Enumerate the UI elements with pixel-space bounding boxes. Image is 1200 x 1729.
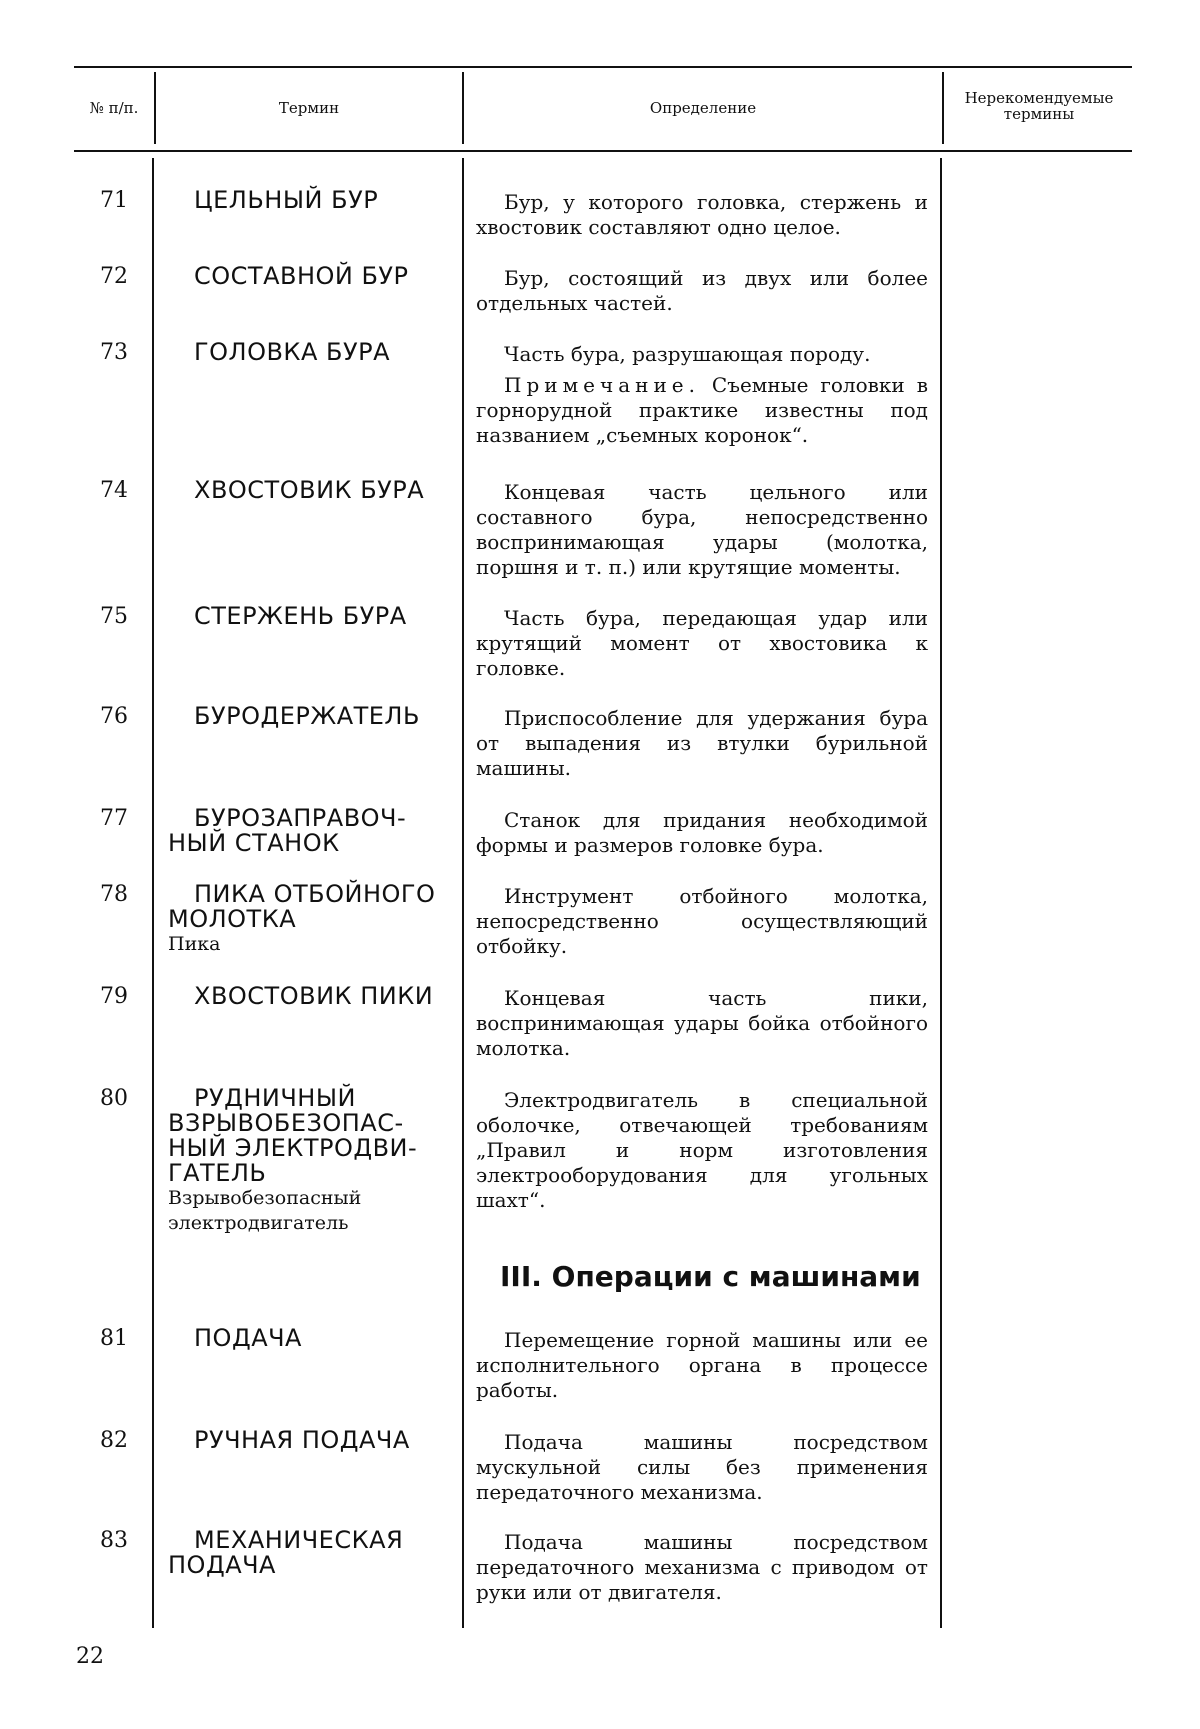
term-synonym-line2: электродвигатель bbox=[168, 1212, 349, 1234]
term-text-line1: МЕХАНИЧЕСКАЯ bbox=[194, 1526, 404, 1554]
definition-text: Приспособление для удержания бура от выпадения из втулки бурильной машины. bbox=[476, 706, 928, 780]
row-number: 71 bbox=[100, 188, 128, 213]
definition-text: Станок для придания необходимой формы и размеров головке бура. bbox=[476, 808, 928, 857]
row-number: 73 bbox=[100, 340, 128, 365]
definition-text: Концевая часть цельного или составного бура, непосредственно воспринимающая удары (молотка, поршня и т. п.) или крутящие моменты. bbox=[476, 480, 928, 579]
term bbox=[168, 882, 458, 957]
definition-text: Инструмент отбойного молотка, непосредственно осуществляющий отбойку. bbox=[476, 884, 928, 958]
page-number: 22 bbox=[76, 1644, 104, 1669]
definition bbox=[476, 986, 928, 1061]
definition-text: Электродвигатель в специальной оболочке, отвечающей требованиям „Правил и норм изготовления электрооборудования для угольных шахт“. bbox=[476, 1088, 928, 1212]
term bbox=[168, 1528, 458, 1578]
term-text: ЦЕЛЬНЫЙ БУР bbox=[194, 186, 379, 214]
row-number: 77 bbox=[100, 806, 128, 831]
header-definition: Определение bbox=[649, 99, 757, 117]
term-text: ГОЛОВКА БУРА bbox=[194, 338, 390, 366]
term-text-line3: НЫЙ ЭЛЕКТРОДВИ- bbox=[168, 1134, 418, 1162]
definition-text: Бур, состоящий из двух или более отдельных частей. bbox=[476, 266, 928, 315]
definition bbox=[476, 884, 928, 959]
definition bbox=[476, 1530, 928, 1605]
term-synonym: Пика bbox=[168, 933, 221, 955]
term bbox=[168, 340, 458, 365]
header-not-recommended-line2: термины bbox=[1003, 105, 1075, 123]
row-number: 78 bbox=[100, 882, 128, 907]
term-text-line1: РУДНИЧНЫЙ bbox=[194, 1084, 356, 1112]
header-not-recommended-line1: Нерекомендуемые bbox=[964, 89, 1114, 107]
definition bbox=[476, 706, 928, 781]
definition-text: Концевая часть пики, воспринимающая удары бойка отбойного молотка. bbox=[476, 986, 928, 1060]
definition-note bbox=[476, 373, 928, 448]
body-divider-3 bbox=[940, 158, 942, 1628]
top-rule bbox=[74, 66, 1132, 68]
term-text-line2: ВЗРЫВОБЕЗОПАС- bbox=[168, 1109, 404, 1137]
definition-text: Часть бура, разрушающая породу. bbox=[504, 342, 871, 366]
row-number: 74 bbox=[100, 478, 128, 503]
header-not-recommended bbox=[944, 90, 1134, 122]
term bbox=[168, 264, 458, 289]
term bbox=[168, 704, 458, 729]
term-text-line1: БУРОЗАПРАВОЧ- bbox=[194, 804, 407, 832]
header-term: Термин bbox=[278, 99, 340, 117]
term-text-line4: ГАТЕЛЬ bbox=[168, 1159, 267, 1187]
term-text-line2: ПОДАЧА bbox=[168, 1551, 276, 1579]
definition-text: Перемещение горной машины или ее исполнительного органа в процессе работы. bbox=[476, 1328, 928, 1402]
row-number: 75 bbox=[100, 604, 128, 629]
row-number: 76 bbox=[100, 704, 128, 729]
term-text-line1: ПИКА ОТБОЙНОГО bbox=[194, 880, 436, 908]
row-number: 81 bbox=[100, 1326, 128, 1351]
term-text: ХВОСТОВИК БУРА bbox=[194, 476, 425, 504]
term bbox=[168, 604, 458, 629]
term bbox=[168, 1086, 458, 1236]
term bbox=[168, 806, 458, 856]
term-text-line2: МОЛОТКА bbox=[168, 905, 297, 933]
definition bbox=[476, 1088, 928, 1213]
definition bbox=[476, 1430, 928, 1505]
row-number: 80 bbox=[100, 1086, 128, 1111]
term-text: СТЕРЖЕНЬ БУРА bbox=[194, 602, 407, 630]
header-number: № п/п. bbox=[89, 99, 139, 117]
term-text: ПОДАЧА bbox=[194, 1324, 302, 1352]
section-title: III. Операции с машинами bbox=[500, 1260, 921, 1293]
definition-text: Подача машины посредством передаточного механизма с приводом от руки или от двигателя. bbox=[476, 1530, 928, 1604]
note-text: Съемные головки в горнорудной практике известны под названием „съемных коронок“. bbox=[476, 373, 928, 447]
term-text: БУРОДЕРЖАТЕЛЬ bbox=[194, 702, 420, 730]
header-bottom-rule bbox=[74, 150, 1132, 152]
definition bbox=[476, 266, 928, 316]
term-synonym-line1: Взрывобезопасный bbox=[168, 1187, 362, 1209]
body-divider-2 bbox=[462, 158, 464, 1628]
note-heading: Примечание. bbox=[504, 373, 700, 397]
definition bbox=[476, 480, 928, 580]
definition bbox=[476, 1328, 928, 1403]
definition bbox=[476, 342, 928, 448]
definition-text: Часть бура, передающая удар или крутящий момент от хвостовика к головке. bbox=[476, 606, 928, 680]
definition bbox=[476, 606, 928, 681]
term bbox=[168, 1326, 458, 1351]
definition bbox=[476, 190, 928, 240]
term bbox=[168, 984, 458, 1009]
term-text-line2: НЫЙ СТАНОК bbox=[168, 829, 340, 857]
term-text: ХВОСТОВИК ПИКИ bbox=[194, 982, 434, 1010]
definition-text: Подача машины посредством мускульной силы без применения передаточного механизма. bbox=[476, 1430, 928, 1504]
row-number: 82 bbox=[100, 1428, 128, 1453]
term bbox=[168, 188, 458, 213]
definition bbox=[476, 808, 928, 858]
row-number: 72 bbox=[100, 264, 128, 289]
row-number: 83 bbox=[100, 1528, 128, 1553]
term bbox=[168, 478, 458, 503]
row-number: 79 bbox=[100, 984, 128, 1009]
term bbox=[168, 1428, 458, 1453]
term-text: РУЧНАЯ ПОДАЧА bbox=[194, 1426, 410, 1454]
term-text: СОСТАВНОЙ БУР bbox=[194, 262, 409, 290]
definition-text: Бур, у которого головка, стержень и хвостовик составляют одно целое. bbox=[476, 190, 928, 239]
